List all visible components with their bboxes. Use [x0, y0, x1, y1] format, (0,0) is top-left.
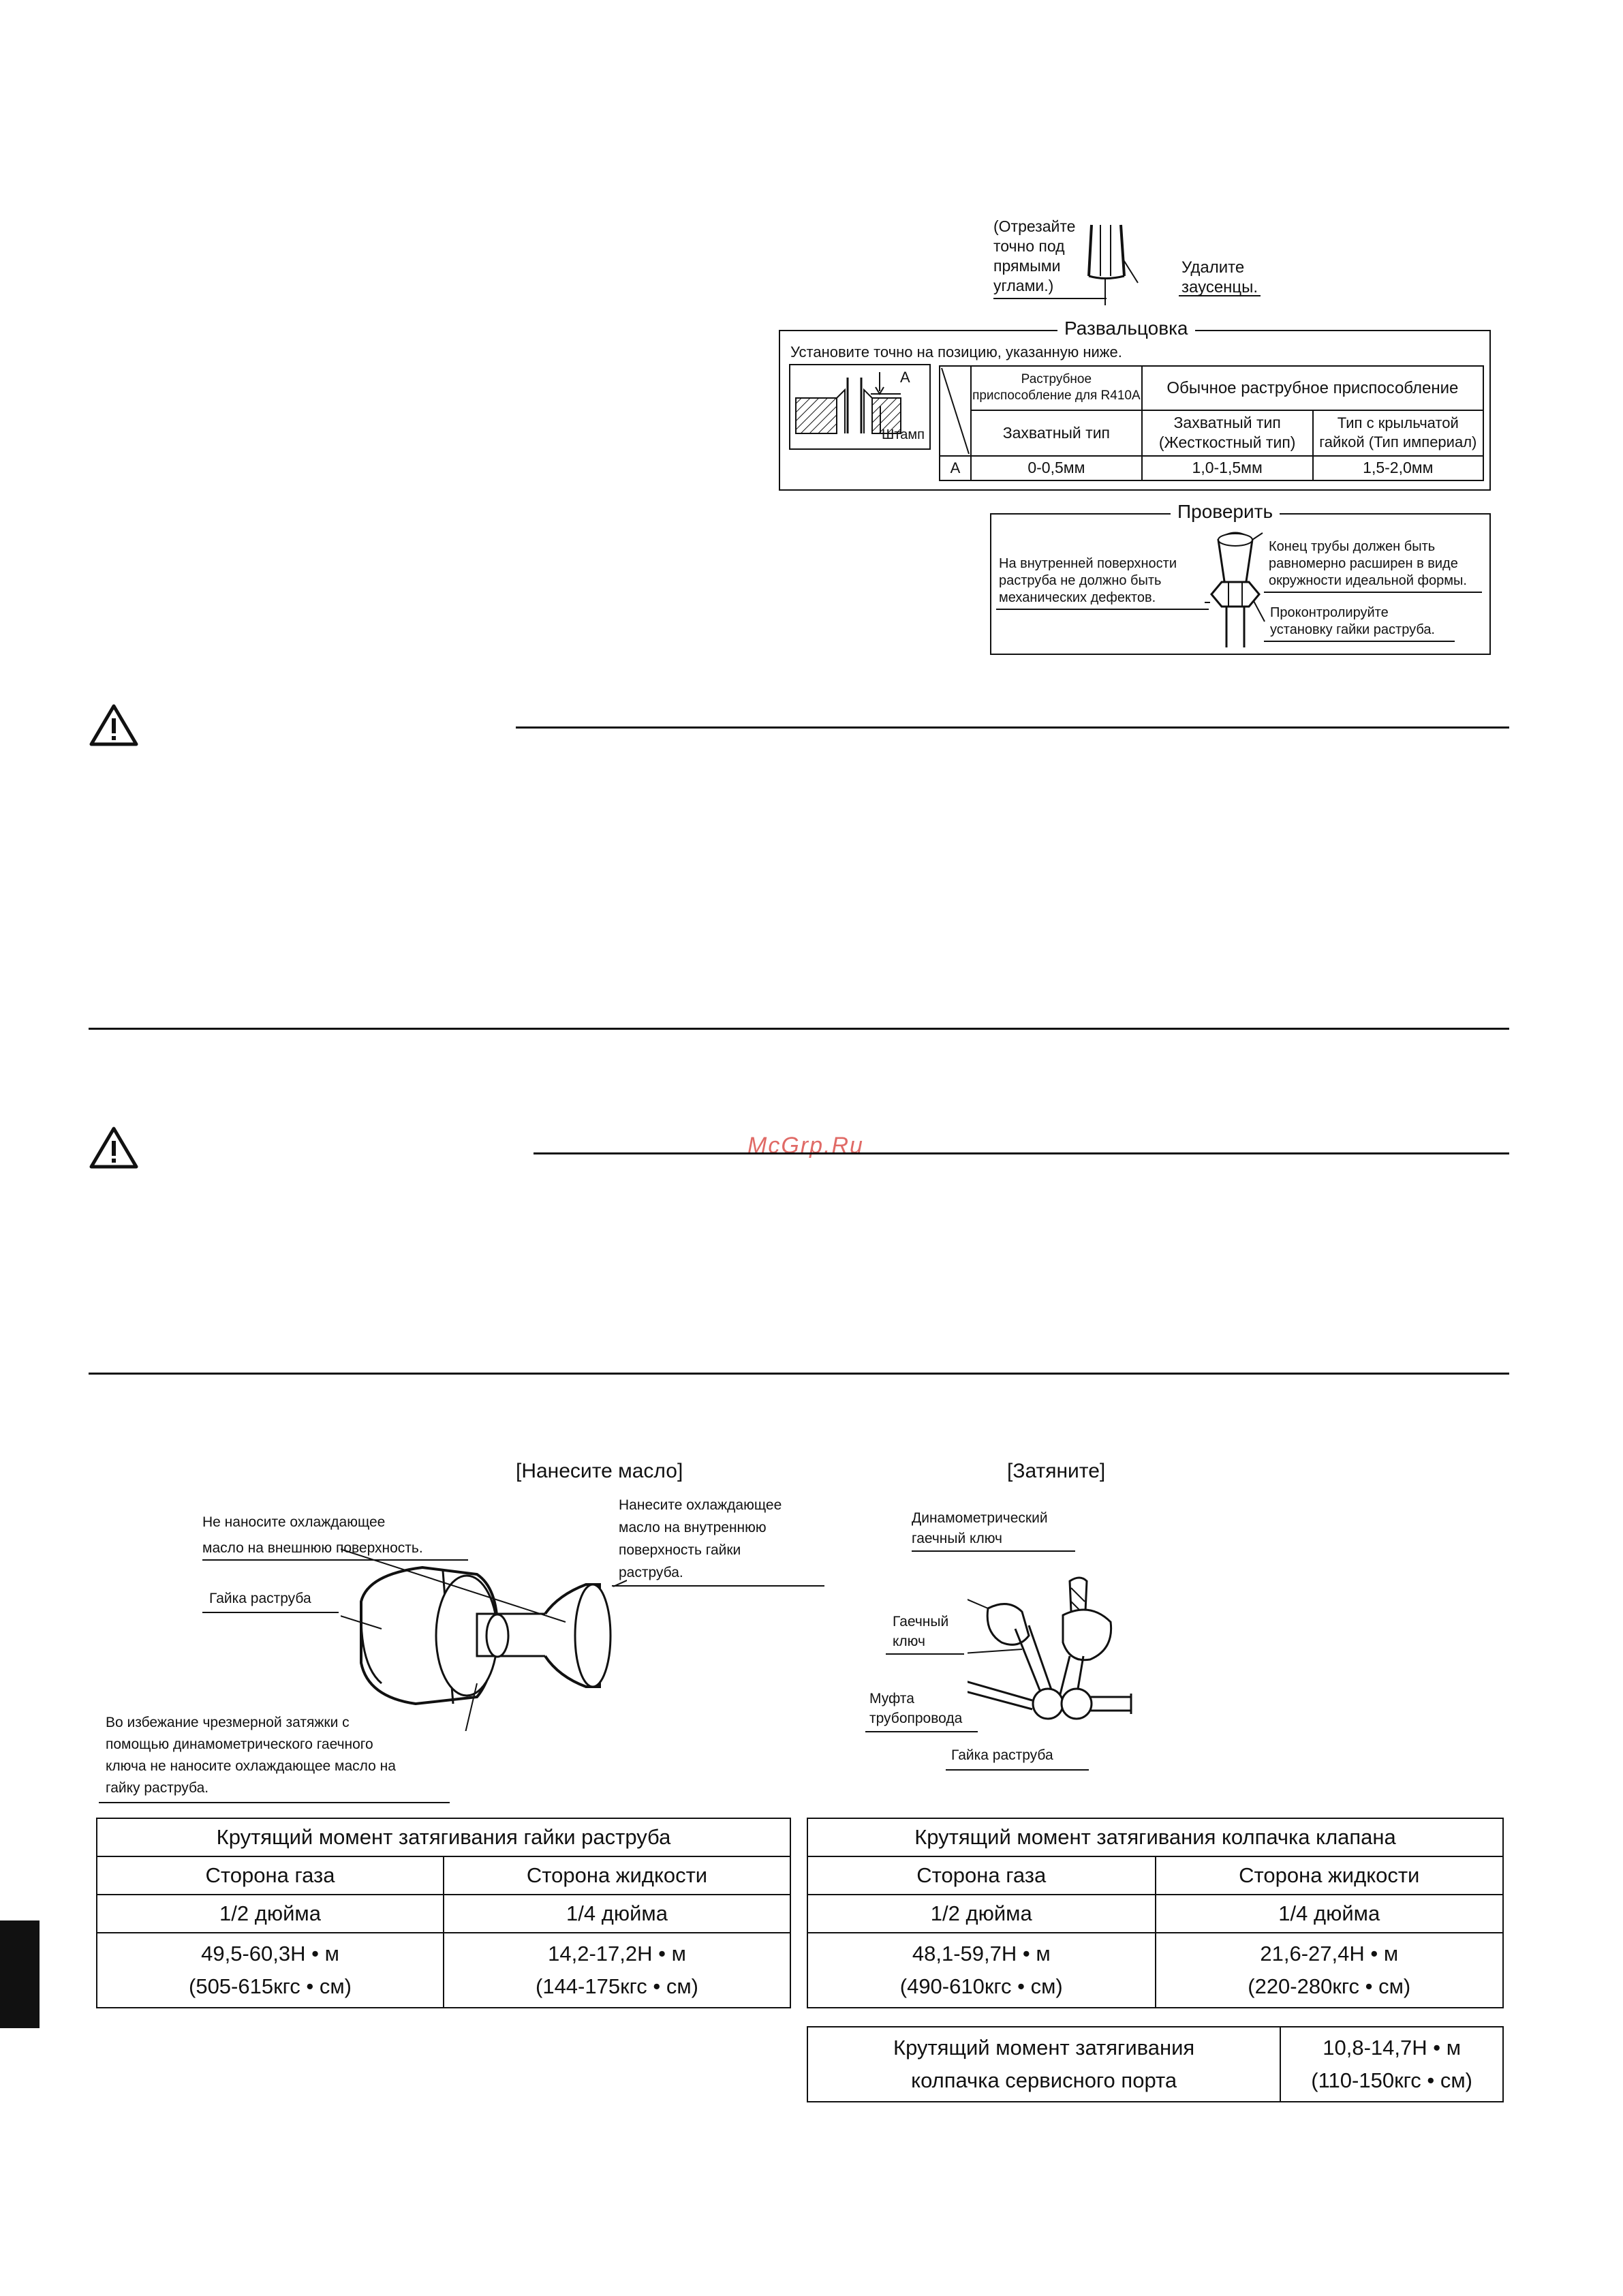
die-label-die: Штамп	[882, 427, 925, 442]
flare-nut-oil-drawing	[341, 1547, 627, 1731]
table-diagonal-cell	[940, 366, 971, 456]
valve-cap-col-liquid: Сторона жидкости	[1156, 1856, 1504, 1895]
tighten-wrench: Гаечный ключ	[893, 1614, 949, 1649]
col-clutch-rigid: Захватный тип (Жесткостный тип)	[1142, 410, 1313, 456]
flaring-table	[939, 365, 1484, 481]
die-label-a: A	[900, 369, 910, 386]
warning-triangle-icon	[89, 703, 139, 747]
oil-note-inner: Нанесите охлаждающее масло на внутреннюю поверхность гайки раструба.	[619, 1497, 782, 1580]
oil-note-nut: Гайка раструба	[209, 1591, 311, 1606]
header-r410a: Раструбное приспособление для R410A	[971, 366, 1142, 410]
check-title: Проверить	[1171, 501, 1280, 523]
flare-nut-size-gas: 1/2 дюйма	[97, 1895, 444, 1933]
tighten-torque-wrench: Динамометрический гаечный ключ	[912, 1510, 1048, 1546]
check-right-bottom-underline	[1264, 641, 1455, 642]
oil-note-nut-underline	[202, 1612, 339, 1613]
tighten-flare-nut: Гайка раструба	[951, 1747, 1053, 1763]
valve-cap-value-gas: 48,1-59,7Н • м (490-610кгс • см)	[807, 1933, 1156, 2008]
value-r410a: 0-0,5мм	[971, 456, 1142, 480]
valve-cap-size-liquid: 1/4 дюйма	[1156, 1895, 1504, 1933]
check-right-bottom-note: Проконтролируйте установку гайки раструба.	[1270, 605, 1435, 637]
flaring-title: Развальцовка	[1057, 318, 1195, 339]
flare-nut-size-liquid: 1/4 дюйма	[444, 1895, 790, 1933]
value-wingnut: 1,5-2,0мм	[1313, 456, 1483, 480]
flare-nut-torque-table	[96, 1818, 791, 2008]
row-label-a: A	[940, 456, 971, 480]
pipe-cut-drawing	[1063, 218, 1145, 307]
warning-triangle-icon	[89, 1126, 139, 1169]
oil-inner-leader	[722, 1585, 824, 1587]
service-port-value: 10,8-14,7Н • м (110-150кгс • см)	[1280, 2027, 1503, 2102]
valve-cap-torque-table	[807, 1818, 1504, 2008]
oil-note-torque: Во избежание чрезмерной затяжки с помощью динамометрического гаечного ключа не наносите охлаждающее масло на гайку раструба.	[106, 1715, 396, 1796]
check-right-top-note: Конец трубы должен быть равномерно расширен в виде окружности идеальной формы.	[1269, 539, 1467, 588]
service-port-label: Крутящий момент затягивания колпачка сервисного порта	[807, 2027, 1280, 2102]
oil-title: [Нанесите масло]	[516, 1460, 683, 1482]
oil-note-outer: Не наносите охлаждающее масло на внешнюю поверхность.	[202, 1514, 423, 1556]
caution-rule-1	[516, 726, 1509, 729]
tighten-union: Муфта трубопровода	[869, 1691, 963, 1726]
cut-right-note: Удалите заусенцы.	[1181, 258, 1258, 296]
tighten-title: [Затяните]	[1007, 1460, 1106, 1482]
flare-nut-value-gas: 49,5-60,3Н • м (505-615кгс • см)	[97, 1933, 444, 2008]
col-clutch-r410a: Захватный тип	[971, 410, 1142, 456]
section-rule-2	[89, 1373, 1509, 1375]
value-rigid: 1,0-1,5мм	[1142, 456, 1313, 480]
header-conventional: Обычное раструбное приспособление	[1142, 366, 1483, 410]
check-right-top-underline	[1264, 592, 1482, 593]
flare-nut-col-liquid: Сторона жидкости	[444, 1856, 790, 1895]
valve-cap-size-gas: 1/2 дюйма	[807, 1895, 1156, 1933]
valve-cap-value-liquid: 21,6-27,4Н • м (220-280кгс • см)	[1156, 1933, 1504, 2008]
oil-note-torque-underline	[99, 1802, 450, 1803]
wrench-tighten-drawing	[968, 1561, 1138, 1745]
tighten-union-underline	[865, 1731, 978, 1732]
watermark: McGrp.Ru	[747, 1133, 864, 1159]
tighten-torque-wrench-underline	[912, 1550, 1075, 1552]
service-port-torque-table	[807, 2026, 1504, 2102]
cut-left-note: (Отрезайте точно под прямыми углами.)	[993, 217, 1076, 294]
tighten-wrench-underline	[886, 1653, 964, 1655]
flare-nut-table-title: Крутящий момент затягивания гайки раструба	[97, 1818, 790, 1856]
valve-cap-col-gas: Сторона газа	[807, 1856, 1156, 1895]
cut-left-underline	[993, 298, 1107, 299]
caution-rule-2	[534, 1152, 1509, 1154]
tighten-flare-nut-underline	[946, 1769, 1089, 1771]
flare-nut-col-gas: Сторона газа	[97, 1856, 444, 1895]
col-wingnut: Тип с крыльчатой гайкой (Тип империал)	[1313, 410, 1483, 456]
page-side-tab	[0, 1920, 40, 2028]
section-rule-1	[89, 1028, 1509, 1030]
flare-check-drawing	[1205, 526, 1266, 649]
check-left-note: На внутренней поверхности раструба не должно быть механических дефектов.	[999, 556, 1177, 605]
flare-nut-value-liquid: 14,2-17,2Н • м (144-175кгс • см)	[444, 1933, 790, 2008]
check-left-underline	[996, 609, 1209, 610]
flaring-instruction: Установите точно на позицию, указанную ниже.	[790, 343, 1122, 361]
valve-cap-table-title: Крутящий момент затягивания колпачка клапана	[807, 1818, 1503, 1856]
